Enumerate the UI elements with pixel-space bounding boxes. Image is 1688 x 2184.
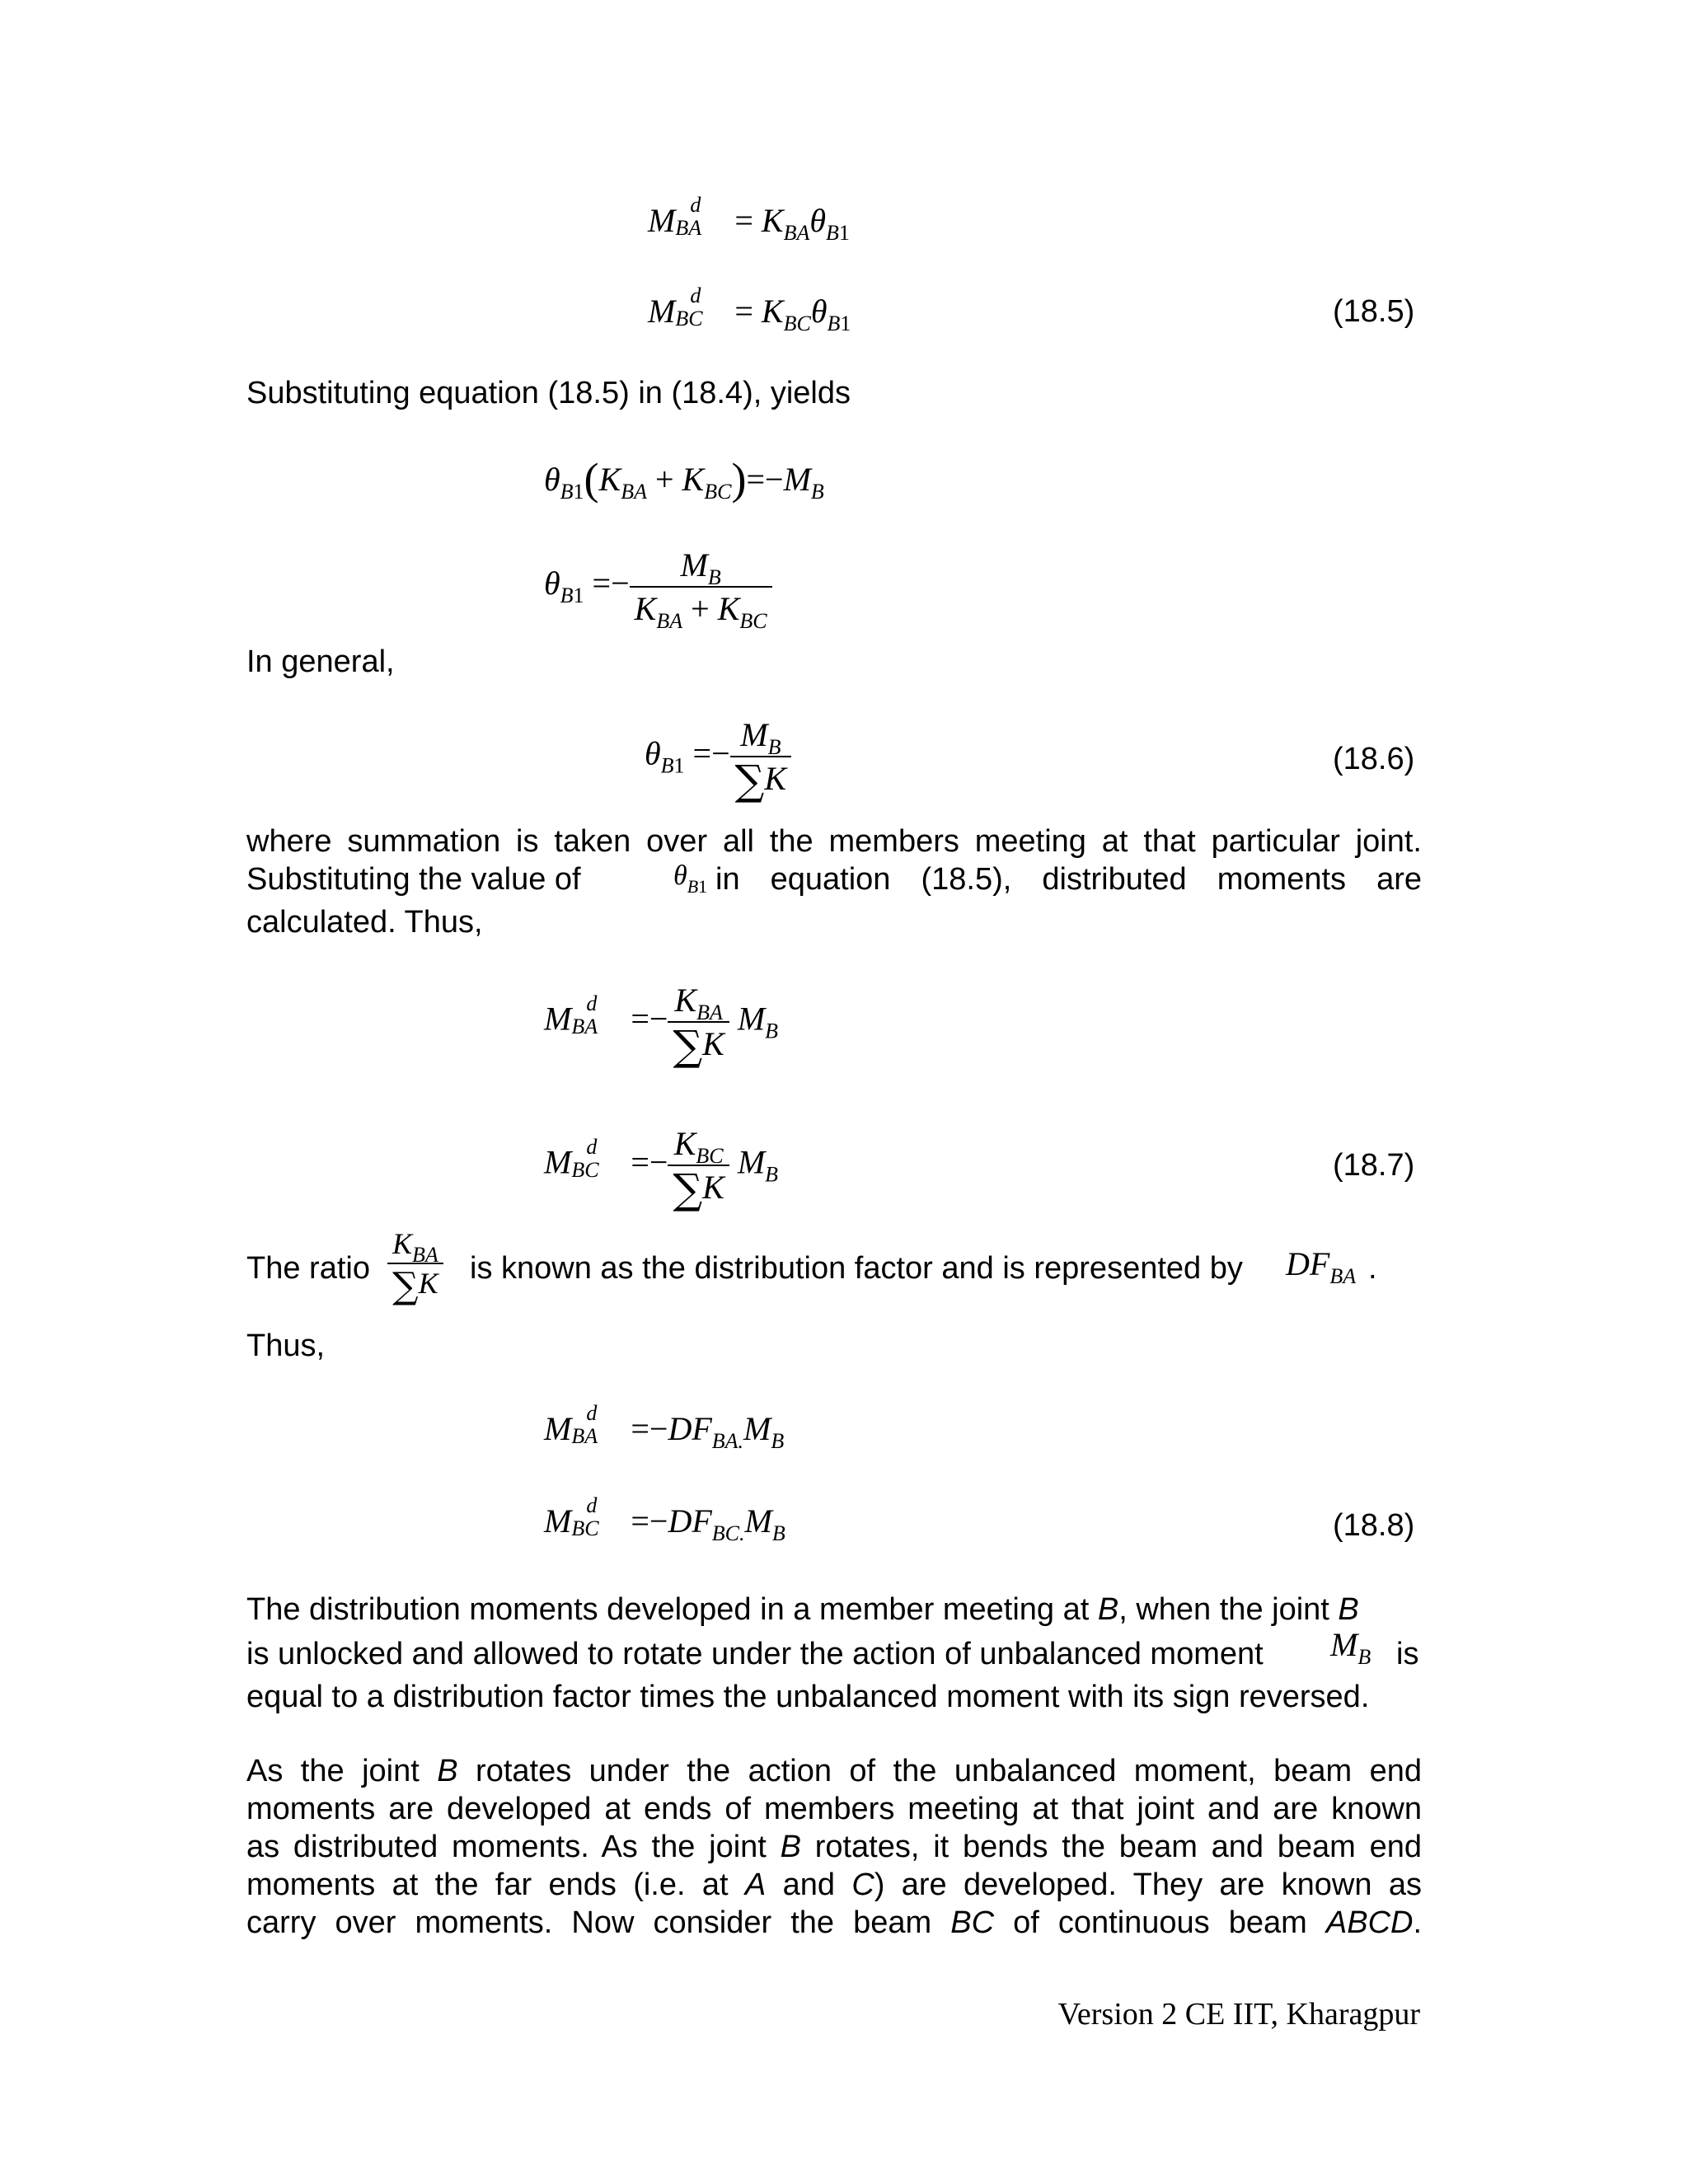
inline-mb: $M_B$	[1330, 1626, 1372, 1669]
distribution-paragraph-line2a: is unlocked and allowed to rotate under the action of unbalanced moment	[246, 1637, 1264, 1671]
equation-number-18-5: (18.5)	[1333, 294, 1415, 329]
equation-mdbc-df: M d BC $=-DF_{BC.}M_B$	[544, 1493, 785, 1545]
ratio-end: .	[1368, 1251, 1377, 1286]
rotation-paragraph-line2: moments are developed at ends of members meeting at that joint and are known	[246, 1792, 1422, 1826]
distribution-paragraph-line3: equal to a distribution factor times the unbalanced moment with its sign reversed.	[246, 1680, 1370, 1714]
equation-mdbc-distributed: M d BC =− $\frac{K_{BC}}{\sum K}$ $M_B$	[544, 1125, 779, 1213]
equation-number-18-6: (18.6)	[1333, 742, 1415, 776]
rotation-paragraph-line1: As the joint B rotates under the action of the unbalanced moment, beam end	[246, 1754, 1422, 1788]
equation-theta-general: $\theta_{B1}$ =− $\frac{M_B}{\sum K}$	[645, 715, 791, 799]
equation-mdba-distributed: M d BA =− $\frac{K_{BA}}{\sum K}$ $M_B$	[544, 982, 779, 1070]
where-paragraph-line2b: in equation (18.5), distributed moments are	[715, 862, 1422, 897]
ratio-prefix: The ratio	[246, 1251, 370, 1286]
rotation-paragraph-line5: carry over moments. Now consider the beam BC of continuous beam ABCD.	[246, 1905, 1423, 1940]
equation-theta-fraction: $\theta_{B1}$ =− $\frac{M_B}{K_{BA} + K_{BC}}$	[544, 546, 772, 628]
equation-theta-sum: $\theta_{B1}(K_{BA} + K_{BC})=-M_B$	[544, 454, 824, 504]
inline-theta-b1: $\theta_{B1}$	[673, 860, 708, 897]
thus-label: Thus,	[246, 1329, 326, 1363]
footer-version: Version 2 CE IIT, Kharagpur	[1057, 1997, 1420, 2032]
equation-mdbc: M d BC = $K_{BC}\theta_{B1}$	[648, 283, 851, 335]
ratio-fraction: $\frac{K_{BA}}{\sum K}$	[387, 1226, 443, 1305]
equation-mdba: M d BA = $K_{BA}\theta_{B1}$	[648, 192, 850, 245]
in-general-label: In general,	[246, 644, 395, 679]
rotation-paragraph-line3: as distributed moments. As the joint B rotates, it bends the beam and beam end	[246, 1830, 1422, 1864]
where-paragraph-line2a: Substituting the value of	[246, 862, 581, 897]
equation-mdba-df: M d BA $=-DF_{BA.}M_B$	[544, 1400, 785, 1453]
where-paragraph-line3: calculated. Thus,	[246, 905, 483, 940]
substituting-line: Substituting equation (18.5) in (18.4), yields	[246, 376, 851, 410]
distribution-paragraph-line1: The distribution moments developed in a member meeting at B, when the joint B	[246, 1592, 1359, 1627]
df-ba-symbol: $DF_{BA}$	[1286, 1245, 1357, 1288]
rotation-paragraph-line4: moments at the far ends (i.e. at A and C) are developed. They are known as	[246, 1868, 1422, 1902]
equation-number-18-7: (18.7)	[1333, 1148, 1415, 1183]
distribution-paragraph-line2b: is	[1396, 1637, 1419, 1671]
ratio-suffix: is known as the distribution factor and is represented by	[470, 1251, 1243, 1286]
equation-number-18-8: (18.8)	[1333, 1508, 1415, 1543]
where-paragraph-line1: where summation is taken over all the members meeting at that particular joint.	[246, 824, 1422, 859]
